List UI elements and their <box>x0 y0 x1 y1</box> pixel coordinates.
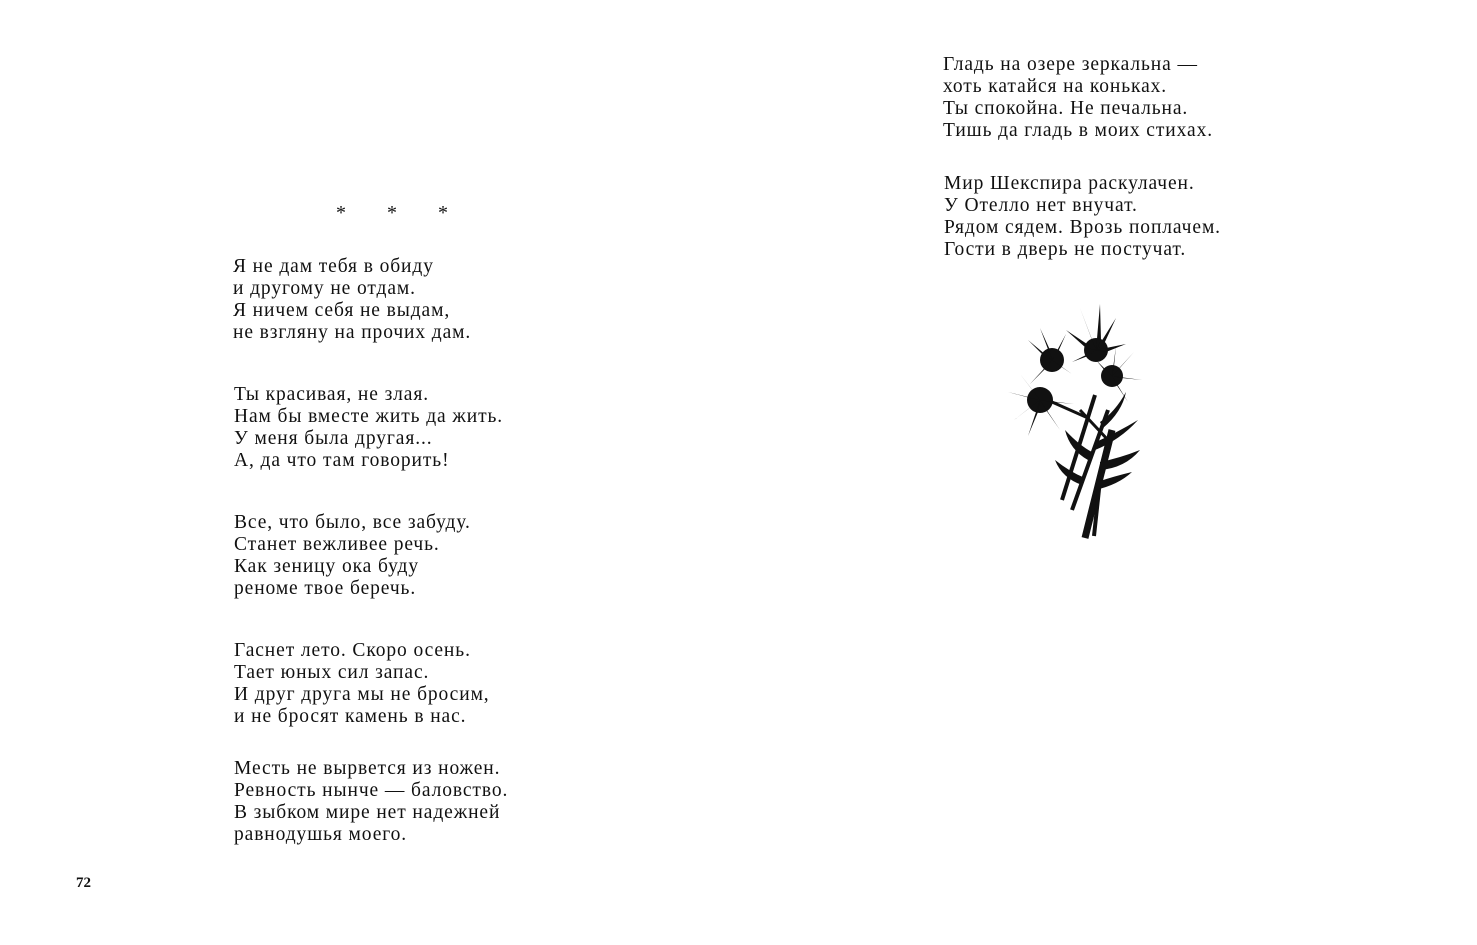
poem-line: Я ничем себя не выдам, <box>233 300 451 321</box>
stanza-3 <box>234 512 471 600</box>
poem-line: Месть не вырвется из ножен. <box>234 758 501 779</box>
poem-line: Как зеницу ока буду <box>234 556 419 577</box>
poem-line: Я не дам тебя в обиду <box>233 256 434 277</box>
poem-line: Мир Шекспира раскулачен. <box>944 173 1195 194</box>
left-page <box>0 0 738 945</box>
page-number: 72 <box>76 875 91 891</box>
poem-line: Все, что было, все забуду. <box>234 512 471 533</box>
poem-line: А, да что там говорить! <box>234 450 450 471</box>
poem-line: равнодушья моего. <box>234 824 408 845</box>
stanza-4 <box>234 640 490 728</box>
poem-line: не взгляну на прочих дам. <box>233 322 472 343</box>
poem-line: Тишь да гладь в моих стихах. <box>943 120 1213 141</box>
poem-line: и другому не отдам. <box>233 278 416 299</box>
stanza-6 <box>943 54 1213 142</box>
poem-line: Нам бы вместе жить да жить. <box>234 406 504 427</box>
poem-line: Гаснет лето. Скоро осень. <box>234 640 471 661</box>
poem-line: У меня была другая... <box>234 428 433 449</box>
poem-line: реноме твое беречь. <box>234 578 417 599</box>
stanza-7 <box>944 173 1221 261</box>
poem-line: Тает юных сил запас. <box>234 662 430 683</box>
flower-bouquet-icon <box>1000 300 1150 545</box>
stanza-5 <box>234 758 508 846</box>
stanza-separator: * * * <box>336 202 466 224</box>
poem-line: Ревность нынче — баловство. <box>234 780 509 801</box>
poem-line: У Отелло нет внучат. <box>944 195 1138 216</box>
poem-line: Ты красивая, не злая. <box>234 384 430 405</box>
poem-line: Станет вежливее речь. <box>234 534 440 555</box>
poem-line: Гладь на озере зеркальна — <box>943 54 1198 75</box>
poem-line: и не бросят камень в нас. <box>234 706 467 727</box>
poem-line: Гости в дверь не постучат. <box>944 239 1187 260</box>
stanza-2 <box>234 384 503 472</box>
poem-line: И друг друга мы не бросим, <box>234 684 490 705</box>
poem-line: В зыбком мире нет надежней <box>234 802 501 823</box>
poem-line: Рядом сядем. Врозь поплачем. <box>944 217 1221 238</box>
poem-line: хоть катайся на коньках. <box>943 76 1168 97</box>
poem-line: Ты спокойна. Не печальна. <box>943 98 1189 119</box>
stanza-1 <box>233 256 471 344</box>
